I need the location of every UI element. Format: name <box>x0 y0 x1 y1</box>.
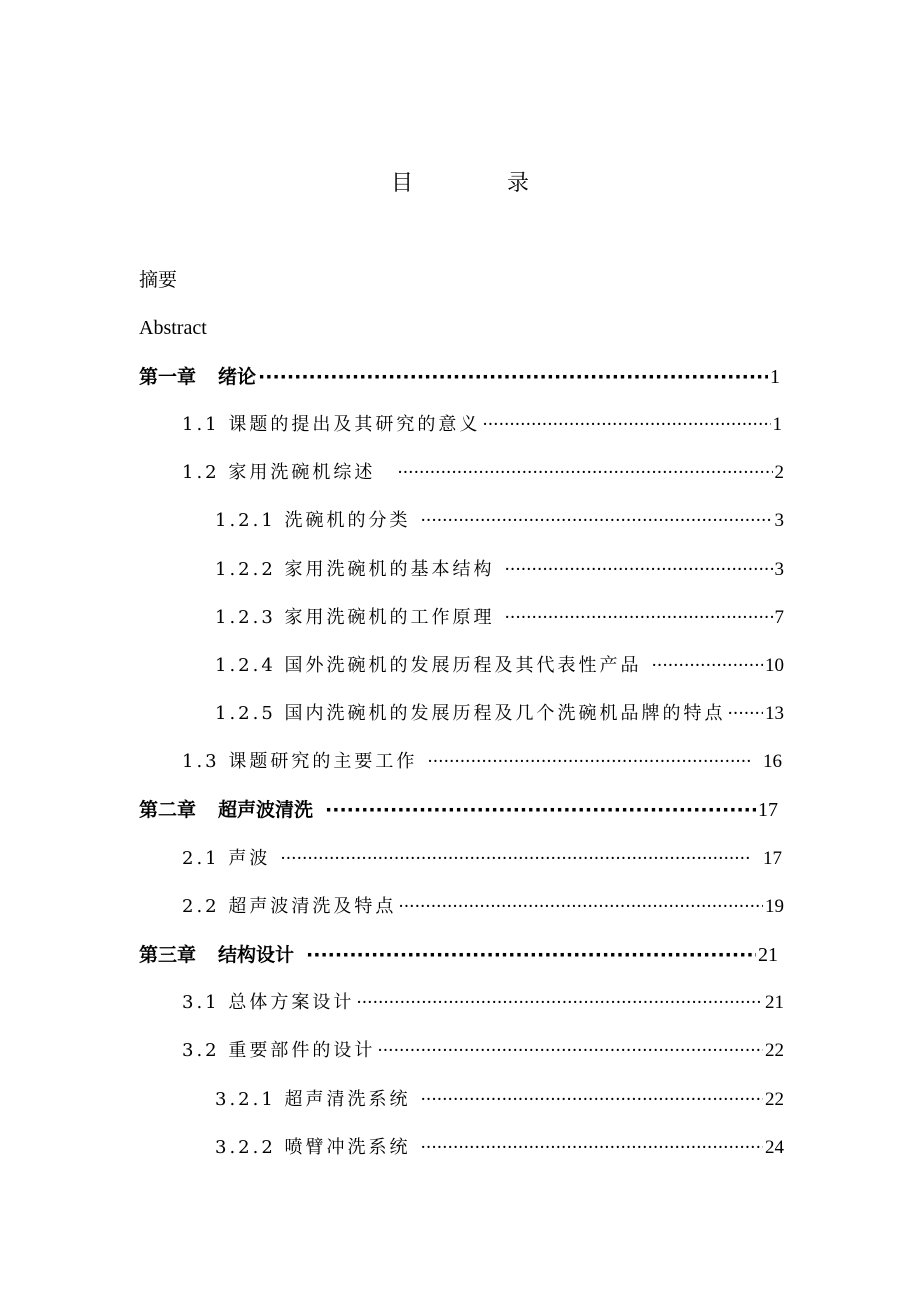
toc-entry-label: 1.1 课题的提出及其研究的意义 <box>182 414 481 435</box>
toc-entry-1-2-4[interactable] <box>215 650 784 682</box>
toc-entry-chapter-1[interactable] <box>139 361 780 393</box>
toc-entry-label: 1.2.1 洗碗机的分类 <box>215 510 411 531</box>
toc-leader-dots <box>421 1132 763 1164</box>
toc-entry-2-1[interactable] <box>182 843 782 875</box>
toc-entry-3-1[interactable] <box>182 987 784 1019</box>
toc-entry-1-2[interactable] <box>182 457 784 489</box>
toc-entry-3-2-2[interactable] <box>215 1132 784 1164</box>
toc-page-number: 7 <box>774 607 784 628</box>
toc-entry-chapter-2[interactable] <box>139 794 778 826</box>
toc-leader-dots <box>421 1084 763 1116</box>
toc-entry-1-2-2[interactable] <box>215 554 784 586</box>
toc-entry-label: 1.2.2 家用洗碗机的基本结构 <box>215 559 495 580</box>
toc-leader-dots <box>258 361 768 393</box>
toc-leader-dots <box>356 987 763 1019</box>
toc-entry-label: 3.2 重要部件的设计 <box>182 1040 376 1061</box>
toc-page-number: 17 <box>763 848 782 869</box>
toc-entry-label: 1.3 课题研究的主要工作 <box>182 751 418 772</box>
toc-entry-label: 摘要 <box>139 269 178 291</box>
toc-leader-dots <box>397 457 772 489</box>
toc-leader-dots <box>325 794 756 826</box>
toc-entry-1-2-1[interactable] <box>215 505 784 537</box>
toc-leader-dots <box>482 409 770 441</box>
toc-leader-dots <box>377 1035 763 1067</box>
toc-page-number: 17 <box>758 799 778 821</box>
toc-leader-dots <box>306 939 756 971</box>
toc-entry-label: 第一章 绪论 <box>139 366 257 388</box>
toc-leader-dots <box>505 554 773 586</box>
toc-leader-dots <box>421 505 773 537</box>
toc-entry-label: 2.2 超声波清洗及特点 <box>182 896 397 917</box>
toc-entry-label: 第三章 结构设计 <box>139 944 295 966</box>
toc-page-number: 3 <box>774 510 784 531</box>
page-title: 目 录 <box>390 171 565 196</box>
toc-entry-2-2[interactable] <box>182 891 784 923</box>
toc-leader-dots <box>652 650 763 682</box>
toc-page-number: 22 <box>765 1040 784 1061</box>
toc-entry-chapter-3[interactable] <box>139 939 778 971</box>
toc-entry-abstract-cn[interactable] <box>139 264 177 296</box>
toc-entry-3-2[interactable] <box>182 1035 784 1067</box>
toc-leader-dots <box>505 602 773 634</box>
toc-page-number: 10 <box>765 655 784 676</box>
toc-leader-dots <box>398 891 763 923</box>
toc-page-number: 1 <box>770 366 780 388</box>
toc-leader-dots <box>728 698 763 730</box>
toc-entry-1-1[interactable] <box>182 409 782 441</box>
toc-page-number: 21 <box>758 944 778 966</box>
toc-entry-1-2-5[interactable] <box>215 698 784 730</box>
toc-entry-1-3[interactable] <box>182 746 782 778</box>
toc-entry-label: 3.2.1 超声清洗系统 <box>215 1089 411 1110</box>
toc-entry-label: 1.2.4 国外洗碗机的发展历程及其代表性产品 <box>215 655 642 676</box>
toc-page-number: 16 <box>763 751 782 772</box>
toc-page-number: 21 <box>765 992 784 1013</box>
toc-entry-label: 2.1 声波 <box>182 848 271 869</box>
toc-entry-label: 1.2.5 国内洗碗机的发展历程及几个洗碗机品牌的特点 <box>215 703 726 724</box>
toc-entry-label: 3.1 总体方案设计 <box>182 992 355 1013</box>
toc-leader-dots <box>280 843 751 875</box>
toc-entry-1-2-3[interactable] <box>215 602 784 634</box>
toc-page-number: 2 <box>774 462 784 483</box>
toc-page-number: 1 <box>772 414 782 435</box>
toc-page-number: 24 <box>765 1137 784 1158</box>
toc-entry-label: Abstract <box>139 317 207 339</box>
toc-page-number: 19 <box>765 896 784 917</box>
toc-entry-abstract-en[interactable] <box>139 312 207 344</box>
toc-page-number: 13 <box>765 703 784 724</box>
toc-entry-label: 第二章 超声波清洗 <box>139 799 314 821</box>
toc-entry-label: 1.2 家用洗碗机综述 <box>182 462 376 483</box>
toc-entry-3-2-1[interactable] <box>215 1084 784 1116</box>
toc-page-number: 22 <box>765 1089 784 1110</box>
toc-leader-dots <box>427 746 751 778</box>
toc-entry-label: 3.2.2 喷臂冲洗系统 <box>215 1137 411 1158</box>
toc-page-number: 3 <box>774 559 784 580</box>
toc-entry-label: 1.2.3 家用洗碗机的工作原理 <box>215 607 495 628</box>
